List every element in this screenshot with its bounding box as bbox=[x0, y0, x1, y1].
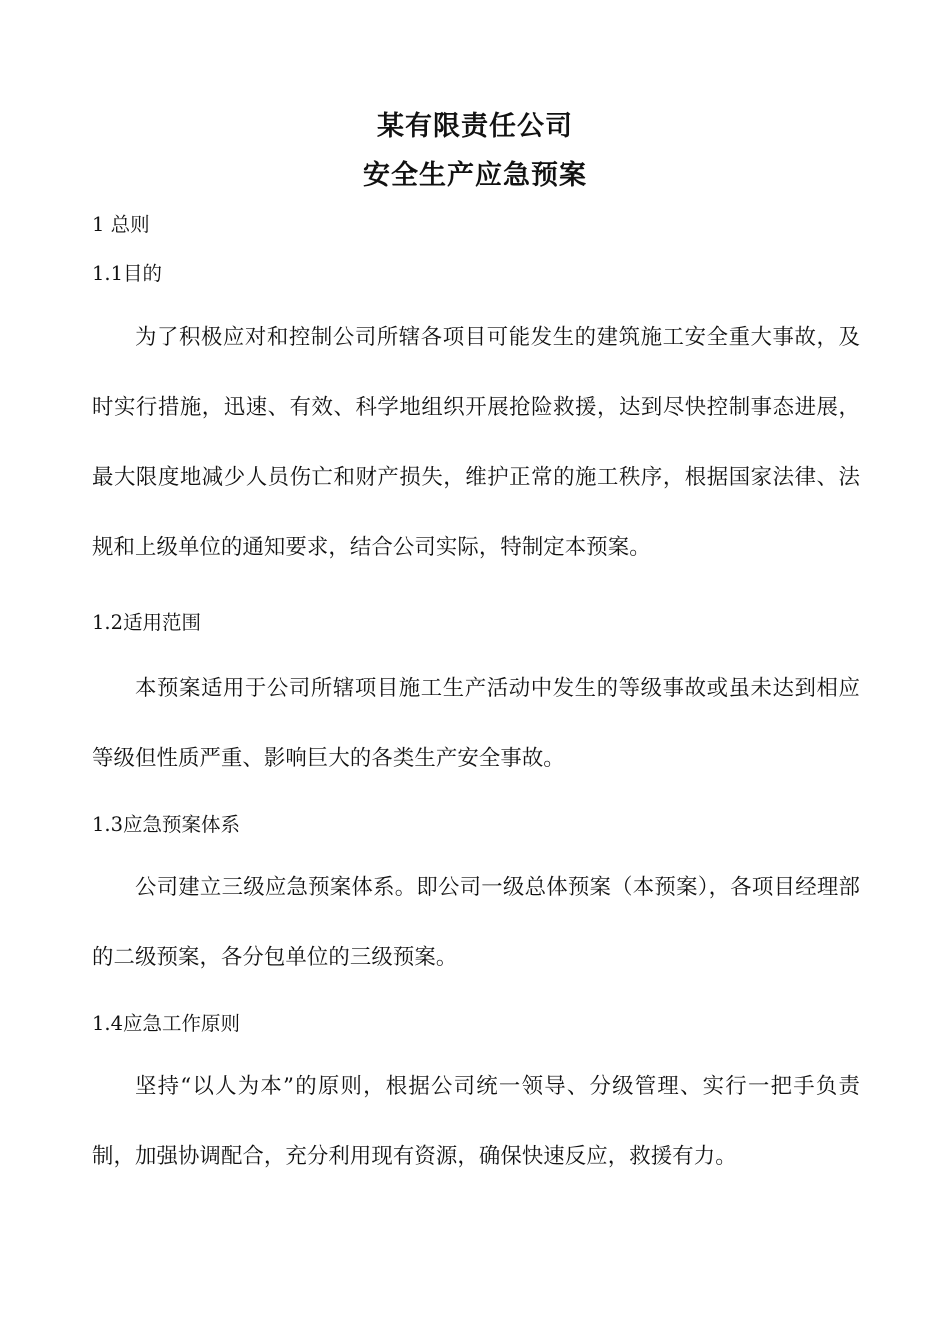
paragraph-scope: 本预案适用于公司所辖项目施工生产活动中发生的等级事故或虽未达到相应等级但性质严重、影响巨大的各类生产安全事故。 bbox=[92, 676, 860, 771]
plan-title: 安全生产应急预案 bbox=[363, 160, 587, 191]
company-title: 某有限责任公司 bbox=[377, 111, 573, 142]
paragraph-plan-system: 公司建立三级应急预案体系。即公司一级总体预案（本预案），各项目经理部的二级预案，各分包单位的三级预案。 bbox=[92, 875, 860, 970]
section-heading-scope: 1.2适用范围 bbox=[92, 611, 202, 634]
paragraph-purpose: 为了积极应对和控制公司所辖各项目可能发生的建筑施工安全重大事故，及时实行措施，迅速、有效、科学地组织开展抢险救援，达到尽快控制事态进展，最大限度地减少人员伤亡和财产损失，维护正常的施工秩序，根据国家法律、法规和上级单位的通知要求，结合公司实际，特制定本预案。 bbox=[92, 325, 860, 560]
section-heading-purpose: 1.1目的 bbox=[92, 262, 163, 285]
section-heading-work-principle: 1.4应急工作原则 bbox=[92, 1012, 241, 1035]
section-heading-plan-system: 1.3应急预案体系 bbox=[92, 813, 241, 836]
section-heading-general: 1 总则 bbox=[92, 213, 150, 236]
paragraph-work-principle: 坚持“以人为本”的原则，根据公司统一领导、分级管理、实行一把手负责制，加强协调配合，充分利用现有资源，确保快速反应，救援有力。 bbox=[92, 1074, 860, 1169]
